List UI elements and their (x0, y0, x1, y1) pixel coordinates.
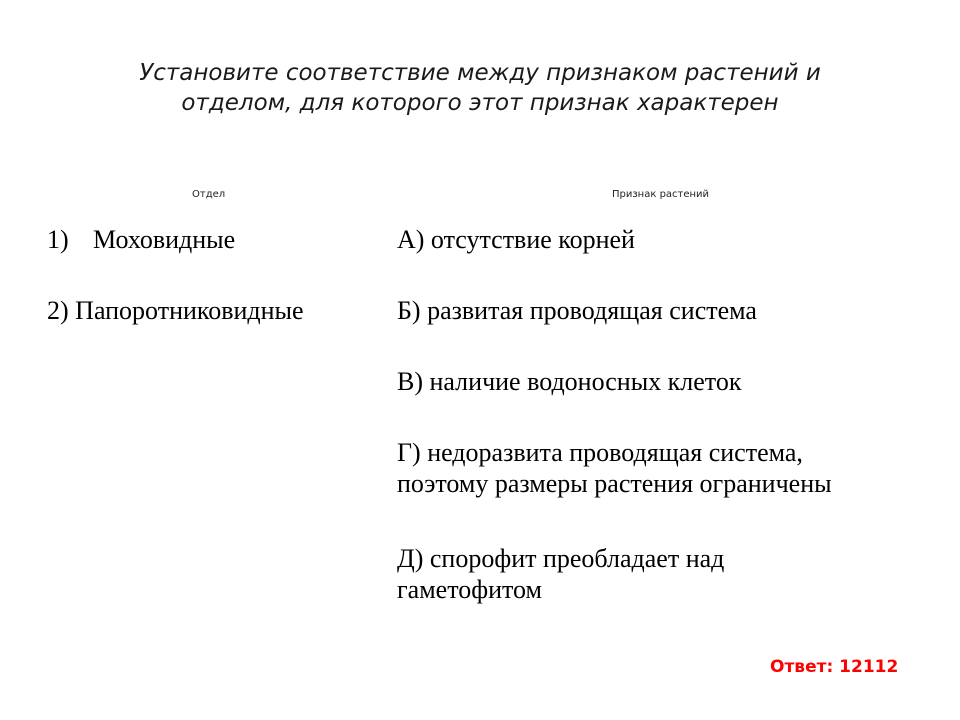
division-number: 2) (47, 296, 69, 325)
trait-text-line-2: гаметофитом (397, 575, 542, 604)
column-header-division: Отдел (192, 189, 226, 200)
trait-text: А) отсутствие корней (397, 225, 635, 254)
division-item-1 (47, 224, 235, 255)
division-label: Моховидные (93, 225, 236, 254)
trait-item-g (397, 437, 947, 499)
trait-text-line-1: Д) спорофит преобладает над (397, 544, 725, 573)
column-header-trait: Признак растений (612, 189, 710, 200)
trait-text-line-2: поэтому размеры растения ограничены (397, 469, 832, 498)
trait-text-line-1: Г) недоразвита проводящая система, (397, 438, 803, 467)
trait-item-d (397, 543, 947, 605)
task-title-line-1: Установите соответствие между признаком растений и (139, 60, 821, 86)
division-item-2 (47, 295, 304, 326)
trait-text: В) наличие водоносных клеток (397, 367, 742, 396)
trait-item-a (397, 224, 947, 255)
trait-item-b (397, 295, 947, 326)
trait-text: Б) развитая проводящая система (397, 296, 757, 325)
answer-label: Ответ: 12112 (770, 657, 899, 677)
division-label: Папоротниковидные (75, 296, 304, 325)
task-title (60, 58, 900, 118)
task-title-line-2: отделом, для которого этот признак характерен (181, 90, 779, 116)
division-number: 1) (47, 225, 69, 254)
trait-item-v (397, 366, 947, 397)
